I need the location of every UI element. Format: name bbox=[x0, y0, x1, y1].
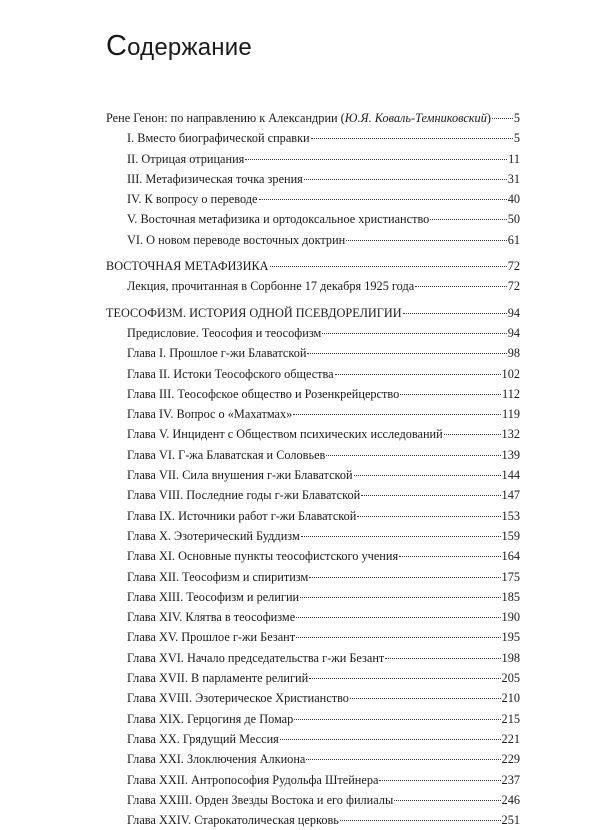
leader-dots bbox=[307, 353, 506, 354]
leader-dots bbox=[293, 414, 501, 415]
leader-dots bbox=[444, 434, 501, 435]
toc-page-number: 132 bbox=[501, 427, 520, 442]
leader-dots bbox=[430, 219, 506, 220]
toc-page-number: 112 bbox=[502, 386, 520, 401]
toc-entry-label: Глава IX. Источники работ г-жи Блаватской bbox=[127, 508, 357, 523]
toc-page-number: 139 bbox=[501, 447, 520, 462]
toc-page-number: 210 bbox=[501, 691, 520, 706]
leader-dots bbox=[309, 678, 500, 679]
toc-entry[interactable] bbox=[106, 709, 520, 729]
toc-entry[interactable] bbox=[106, 404, 520, 424]
leader-dots bbox=[361, 495, 500, 496]
toc-entry-label: Лекция, прочитанная в Сорбонне 17 декабря 1925 года bbox=[127, 279, 415, 294]
leader-dots bbox=[415, 286, 507, 287]
toc-page-number: 190 bbox=[501, 610, 520, 625]
toc-page-number: 72 bbox=[507, 279, 520, 294]
toc-entry[interactable] bbox=[106, 230, 520, 250]
toc-entry-label: Глава XXIII. Орден Звезды Востока и его филиалы bbox=[127, 792, 394, 807]
toc-page-number: 94 bbox=[507, 325, 520, 340]
toc-entry[interactable] bbox=[106, 607, 520, 627]
toc-entry-label: Глава XII. Теософизм и спиритизм bbox=[127, 569, 309, 584]
toc-entry-label: Глава XIII. Теософизм и религии bbox=[127, 589, 300, 604]
toc-section-eastern-metaphysics[interactable] bbox=[106, 256, 520, 276]
toc-page-number: 102 bbox=[501, 366, 520, 381]
toc-page-number: 205 bbox=[501, 671, 520, 686]
toc-page-number: 185 bbox=[501, 589, 520, 604]
toc-entry[interactable] bbox=[106, 209, 520, 229]
toc-page-number: 195 bbox=[501, 630, 520, 645]
toc-page-number: 147 bbox=[501, 488, 520, 503]
toc-entry[interactable] bbox=[106, 688, 520, 708]
toc-entry[interactable] bbox=[106, 485, 520, 505]
toc-entry[interactable] bbox=[106, 343, 520, 363]
toc-entry-label: Глава X. Эзотерический Буддизм bbox=[127, 528, 300, 543]
toc-entry[interactable] bbox=[106, 749, 520, 769]
toc-entry-label: Глава XX. Грядущий Мессия bbox=[127, 731, 279, 746]
toc-entry-label: Предисловие. Теософия и теософизм bbox=[127, 325, 322, 340]
leader-dots bbox=[379, 780, 500, 781]
leader-dots bbox=[245, 159, 507, 160]
leader-dots bbox=[280, 739, 501, 740]
toc-page-number: 229 bbox=[501, 752, 520, 767]
toc-section-theosophism[interactable] bbox=[106, 303, 520, 323]
leader-dots bbox=[346, 240, 506, 241]
leader-dots bbox=[270, 266, 507, 267]
toc-entry[interactable] bbox=[106, 323, 520, 343]
toc-entry[interactable] bbox=[106, 526, 520, 546]
toc-entry-label: Глава XXII. Антропософия Рудольфа Штейнера bbox=[127, 772, 379, 787]
toc-page-number: 50 bbox=[507, 212, 520, 227]
toc-entry-label: Глава XXIV. Старокатолическая церковь bbox=[127, 813, 339, 828]
toc-entry[interactable] bbox=[106, 276, 520, 296]
toc-entry-label: I. Вместо биографической справки bbox=[127, 131, 310, 146]
leader-dots bbox=[400, 394, 501, 395]
leader-dots bbox=[304, 179, 507, 180]
leader-dots bbox=[300, 597, 500, 598]
toc-page-number: 159 bbox=[501, 528, 520, 543]
toc-page-number: 237 bbox=[501, 772, 520, 787]
page-title bbox=[106, 30, 252, 63]
toc-page-number: 251 bbox=[501, 813, 520, 828]
leader-dots bbox=[326, 455, 500, 456]
toc-entry[interactable] bbox=[106, 790, 520, 810]
toc-page-number: 119 bbox=[502, 407, 520, 422]
toc-section-label: ВОСТОЧНАЯ МЕТАФИЗИКА bbox=[106, 259, 269, 274]
toc-entry-label: VI. О новом переводе восточных доктрин bbox=[127, 232, 346, 247]
toc-entry[interactable] bbox=[106, 169, 520, 189]
leader-dots bbox=[259, 199, 507, 200]
toc-entry-author: Ю.Я. Коваль-Темниковский bbox=[344, 111, 487, 125]
toc-page-number: 5 bbox=[513, 111, 520, 125]
leader-dots bbox=[311, 138, 513, 139]
leader-dots bbox=[296, 637, 500, 638]
leader-dots bbox=[403, 313, 507, 314]
toc-page-number: 175 bbox=[501, 569, 520, 584]
toc-entry[interactable] bbox=[106, 810, 520, 830]
toc-entry-label: II. Отрицая отрицания bbox=[127, 151, 245, 166]
toc-section-label: ТЕОСОФИЗМ. ИСТОРИЯ ОДНОЙ ПСЕВДОРЕЛИГИИ bbox=[106, 305, 402, 320]
toc-entry[interactable] bbox=[106, 128, 520, 148]
toc-page-number: 5 bbox=[513, 131, 520, 146]
leader-dots bbox=[301, 536, 501, 537]
toc-entry-label: V. Восточная метафизика и ортодоксальное христианство bbox=[127, 212, 430, 227]
leader-dots bbox=[350, 698, 501, 699]
toc-entry-label: Глава VI. Г-жа Блаватская и Соловьев bbox=[127, 447, 326, 462]
toc-entry-label: Глава V. Инцидент с Обществом психических исследований bbox=[127, 427, 443, 442]
toc-entry-label: Глава II. Истоки Теософского общества bbox=[127, 366, 334, 381]
toc-entry-label: Глава III. Теософское общество и Розенкрейцерство bbox=[127, 386, 400, 401]
toc-entry[interactable] bbox=[106, 729, 520, 749]
leader-dots bbox=[354, 475, 501, 476]
page-title-initial: С bbox=[106, 30, 128, 62]
toc-page-number: 215 bbox=[501, 711, 520, 726]
toc-entry[interactable] bbox=[106, 445, 520, 465]
toc-page-number: 144 bbox=[501, 468, 520, 483]
leader-dots bbox=[357, 516, 500, 517]
toc-page-number: 61 bbox=[507, 232, 520, 247]
page-title-rest: одержание bbox=[127, 34, 252, 61]
toc-entry-label: Глава XXI. Злоключения Алкиона bbox=[127, 752, 306, 767]
toc-page-number: 94 bbox=[507, 305, 520, 320]
leader-dots bbox=[492, 118, 513, 119]
toc-entry-label: IV. К вопросу о переводе bbox=[127, 192, 258, 207]
toc-entry-label: Глава VIII. Последние годы г-жи Блаватской bbox=[127, 488, 361, 503]
toc-entry[interactable] bbox=[106, 149, 520, 169]
toc-entry-label: Глава IV. Вопрос о «Махатмах» bbox=[127, 407, 293, 422]
leader-dots bbox=[394, 800, 500, 801]
toc-page-number: 246 bbox=[501, 792, 520, 807]
leader-dots bbox=[296, 617, 500, 618]
leader-dots bbox=[399, 556, 500, 557]
toc-entry[interactable] bbox=[106, 567, 520, 587]
toc-entry[interactable] bbox=[106, 465, 520, 485]
toc-entry-label: Глава VII. Сила внушения г-жи Блаватской bbox=[127, 468, 353, 483]
toc-entry-label: Глава XVIII. Эзотерическое Христианство bbox=[127, 691, 349, 706]
toc-page-number: 72 bbox=[507, 259, 520, 274]
toc-entry-label: Глава XI. Основные пункты теософистского учения bbox=[127, 549, 399, 564]
toc-page-number: 31 bbox=[507, 171, 520, 186]
toc-entry-label: III. Метафизическая точка зрения bbox=[127, 171, 303, 186]
leader-dots bbox=[385, 658, 500, 659]
toc-entry-label: Глава XV. Прошлое г-жи Безант bbox=[127, 630, 296, 645]
toc-entry-label: Глава XVII. В парламенте религий bbox=[127, 671, 309, 686]
toc-page-number: 164 bbox=[501, 549, 520, 564]
leader-dots bbox=[340, 820, 501, 821]
toc-entry[interactable] bbox=[106, 627, 520, 647]
toc-entry-intro[interactable] bbox=[106, 108, 520, 128]
table-of-contents bbox=[106, 108, 520, 830]
toc-entry-label: Глава XIV. Клятва в теософизме bbox=[127, 610, 296, 625]
toc-entry[interactable] bbox=[106, 506, 520, 526]
toc-page-number: 11 bbox=[508, 151, 520, 166]
toc-page-number: 98 bbox=[507, 346, 520, 361]
toc-entry-label: Глава XVI. Начало председательства г-жи Безант bbox=[127, 650, 385, 665]
toc-entry[interactable] bbox=[106, 770, 520, 790]
toc-page-number: 198 bbox=[501, 650, 520, 665]
toc-entry-label: Глава I. Прошлое г-жи Блаватской bbox=[127, 346, 307, 361]
toc-entry[interactable] bbox=[106, 384, 520, 404]
toc-entry[interactable] bbox=[106, 364, 520, 384]
toc-page-number: 221 bbox=[501, 731, 520, 746]
leader-dots bbox=[322, 333, 506, 334]
leader-dots bbox=[335, 374, 501, 375]
leader-dots bbox=[309, 577, 500, 578]
toc-page-number: 153 bbox=[501, 508, 520, 523]
leader-dots bbox=[306, 759, 500, 760]
toc-entry[interactable] bbox=[106, 587, 520, 607]
toc-entry[interactable] bbox=[106, 546, 520, 566]
toc-entry-label: Рене Генон: по направлению к Александрии (Ю.Я. Коваль-Темниковский) bbox=[106, 111, 491, 125]
toc-entry[interactable] bbox=[106, 668, 520, 688]
toc-page-number: 40 bbox=[507, 192, 520, 207]
toc-entry[interactable] bbox=[106, 189, 520, 209]
toc-entry-label: Глава XIX. Герцогиня де Помар bbox=[127, 711, 294, 726]
leader-dots bbox=[294, 719, 500, 720]
toc-entry[interactable] bbox=[106, 648, 520, 668]
toc-entry[interactable] bbox=[106, 424, 520, 444]
